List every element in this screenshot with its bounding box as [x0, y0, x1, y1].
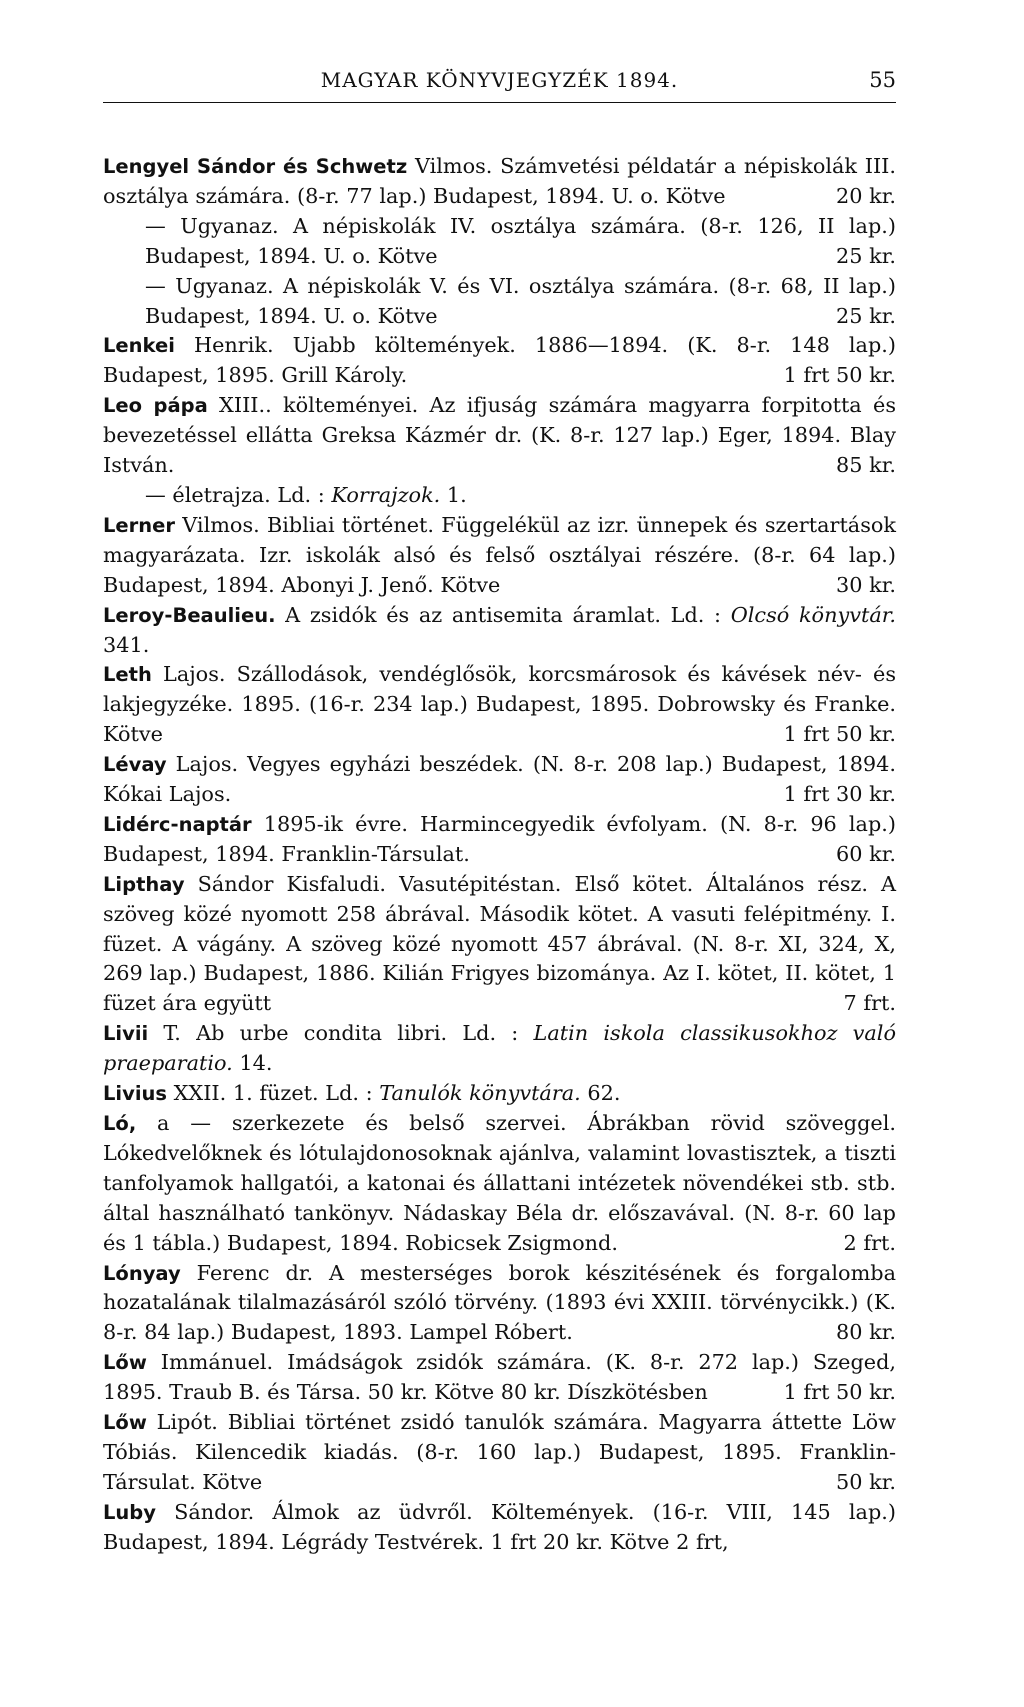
list-item [103, 1259, 896, 1349]
entry-price: 30 kr. [836, 572, 896, 597]
entry-text: — Ugyanaz. A népiskolák V. és VI. osztálya számára. (8-r. 68, II lap.) Budapest, 1894. U. o. Kötve 25 kr. [103, 272, 896, 332]
page-number: 55 [869, 68, 896, 92]
entry-text: Lajos. Szállodások, vendéglősök, korcsmárosok és kávések név- és lakjegyzéke. 1895. (16-r. 234 lap.) Budapest, 1895. Dobrowsky és Franke. Kötve [103, 662, 896, 747]
entry-text: 1895-ik évre. Harmincegyedik évfolyam. (N. 8-r. 96 lap.) Budapest, 1894. Franklin-Társulat. [103, 811, 896, 866]
list-item [103, 1498, 896, 1558]
entry-price: 7 frt. [843, 991, 896, 1016]
cross-reference: Olcsó könyvtár. [730, 602, 896, 627]
list-item [103, 660, 896, 750]
entry-price: 20 kr. [836, 183, 896, 208]
list-item: Livii T. Ab urbe condita libri. Ld. : Latin iskola classikusokhoz való praeparatio. 14. [103, 1021, 896, 1076]
list-item [103, 391, 896, 481]
entry-text: Lajos. Vegyes egyházi beszédek. (N. 8-r. 208 lap.) Budapest, 1894. Kókai Lajos. [103, 752, 896, 807]
catalog-entries [103, 152, 896, 1558]
entry-price: 50 kr. [836, 1469, 896, 1494]
entry-text: A zsidók és az antisemita áramlat. Ld. : [275, 602, 731, 627]
list-item: Leroy-Beaulieu. A zsidók és az antisemita áramlat. Ld. : Olcsó könyvtár. 341. [103, 602, 896, 657]
entry-text: T. Ab urbe condita libri. Ld. : [148, 1021, 534, 1046]
entry-price: 85 kr. [836, 453, 896, 478]
cross-reference: Tanulók könyvtára. [379, 1081, 581, 1106]
entry-text: Sándor Kisfaludi. Vasutépitéstan. Első kötet. Általános rész. A szöveg közé nyomott 258 ábrával. Második kötet. A vasuti felépitmény. I. füzet. A vágány. A szöveg közé nyomott 457 ábrával. (N. 8-r. XI, 324, X, 269 lap.) Budapest, 1886. Kilián Frigyes bizománya. Az I. kötet, II. kötet, 1 füzet ára együtt [103, 871, 896, 1016]
entry-heading: Livii [103, 1022, 149, 1046]
entry-text: Ferenc dr. A mesterséges borok készitésének és forgalomba hozatalának tilalmazásáról szóló törvény. (1893 évi XXIII. törvénycikk.) (K. 8-r. 84 lap.) Budapest, 1893. Lampel Róbert. [103, 1260, 896, 1345]
list-item [103, 1109, 896, 1259]
entry-heading: Lengyel Sándor és Schwetz [103, 155, 408, 178]
entry-heading: Leo pápa [103, 394, 208, 418]
list-item [103, 331, 896, 391]
entry-text: Immánuel. Imádságok zsidók számára. (K. 8-r. 272 lap.) Szeged, 1895. Traub B. és Társa. 50 kr. Kötve 80 kr. Díszkötésben [103, 1350, 896, 1405]
entry-heading: Leroy-Beaulieu. [103, 603, 276, 627]
list-item [103, 152, 896, 212]
entry-heading: Lipthay [103, 872, 185, 896]
entry-heading: Lenkei [103, 334, 175, 358]
entry-heading: Lónyay [103, 1261, 181, 1285]
entry-text: Sándor. Álmok az üdvről. Költemények. (16-r. VIII, 145 lap.) Budapest, 1894. Légrády Testvérek. 1 frt 20 kr. Kötve 2 frt, [103, 1499, 896, 1554]
entry-heading: Lidérc-naptár [103, 812, 252, 836]
entry-heading: Lerner [103, 513, 175, 537]
entry-heading: Luby [103, 1500, 156, 1524]
list-item [103, 750, 896, 810]
list-item [103, 511, 896, 601]
entry-text: Lipót. Bibliai történet zsidó tanulók számára. Magyarra áttette Löw Tóbiás. Kilencedik kiadás. (8-r. 160 lap.) Budapest, 1895. Franklin-Társulat. Kötve [103, 1410, 896, 1494]
entry-heading: Leth [103, 663, 152, 687]
entry-heading: Ló, [103, 1112, 137, 1135]
entry-heading: Lőw [103, 1351, 147, 1375]
entry-price: 25 kr. [836, 243, 896, 268]
list-item [103, 481, 896, 511]
entry-price: 1 frt 50 kr. [783, 363, 896, 388]
list-item [103, 1348, 896, 1408]
entry-text: XXII. 1. füzet. Ld. : [167, 1081, 380, 1106]
entry-heading: Lőw [103, 1411, 147, 1435]
entry-text: XIII.. költeményei. Az ifjuság számára magyarra forpitotta és bevezetéssel ellátta Greksa Kázmér dr. (K. 8-r. 127 lap.) Eger, 1894. Blay István. [103, 393, 896, 478]
list-item [103, 272, 896, 332]
entry-text: Henrik. Ujabb költemények. 1886—1894. (K. 8-r. 148 lap.) Budapest, 1895. Grill Károly. [103, 333, 896, 388]
page-header [103, 68, 896, 103]
cross-reference: Latin iskola classikusokhoz való praeparatio. [103, 1021, 896, 1076]
entry-text: — életrajza. Ld. : Korrajzok. 1. [145, 482, 467, 507]
list-item [103, 1408, 896, 1498]
entry-price: 1 frt 50 kr. [783, 722, 896, 747]
entry-text: Vilmos. Bibliai történet. Függelékül az izr. ünnepek és szertartások magyarázata. Izr. iskolák alsó és felső osztályai részére. (8-r. 64 lap.) Budapest, 1894. Abonyi J. Jenő. Kötve [103, 512, 896, 597]
running-title: MAGYAR KÖNYVJEGYZÉK 1894. [320, 68, 679, 92]
entry-price: 60 kr. [836, 841, 896, 866]
entry-text: a — szerkezete és belső szervei. Ábrákban rövid szöveggel. Lókedvelőknek és lótulajdonosoknak ajánlva, valamint lovastisztek, a tiszti tanfolyamok hallgatói, a katonai és állattani intézetek növendékei stb. stb. által használható tankönyv. Nádaskay Béla dr. előszavával. (N. 8-r. 60 lap és 1 tábla.) Budapest, 1894. Robicsek Zsigmond. [103, 1111, 896, 1255]
entry-price: 1 frt 50 kr. [783, 1380, 896, 1405]
entry-text: — Ugyanaz. A népiskolák IV. osztálya számára. (8-r. 126, II lap.) Budapest, 1894. U. o. Kötve 25 kr. [103, 212, 896, 272]
list-item [103, 212, 896, 272]
entry-price: 25 kr. [836, 303, 896, 328]
entry-heading: Livius [103, 1082, 167, 1106]
list-item: Livius XXII. 1. füzet. Ld. : Tanulók könyvtára. 62. [103, 1081, 621, 1106]
entry-heading: Lévay [103, 753, 167, 777]
entry-price: 2 frt. [843, 1230, 896, 1255]
entry-price: 80 kr. [836, 1320, 896, 1345]
list-item [103, 870, 896, 1020]
cross-reference: Korrajzok. [331, 482, 441, 507]
entry-text: Vilmos. Számvetési példatár a népiskolák III. osztálya számára. (8-r. 77 lap.) Budapest, 1894. U. o. Kötve [103, 154, 896, 208]
entry-price: 1 frt 30 kr. [783, 782, 896, 807]
list-item [103, 810, 896, 870]
